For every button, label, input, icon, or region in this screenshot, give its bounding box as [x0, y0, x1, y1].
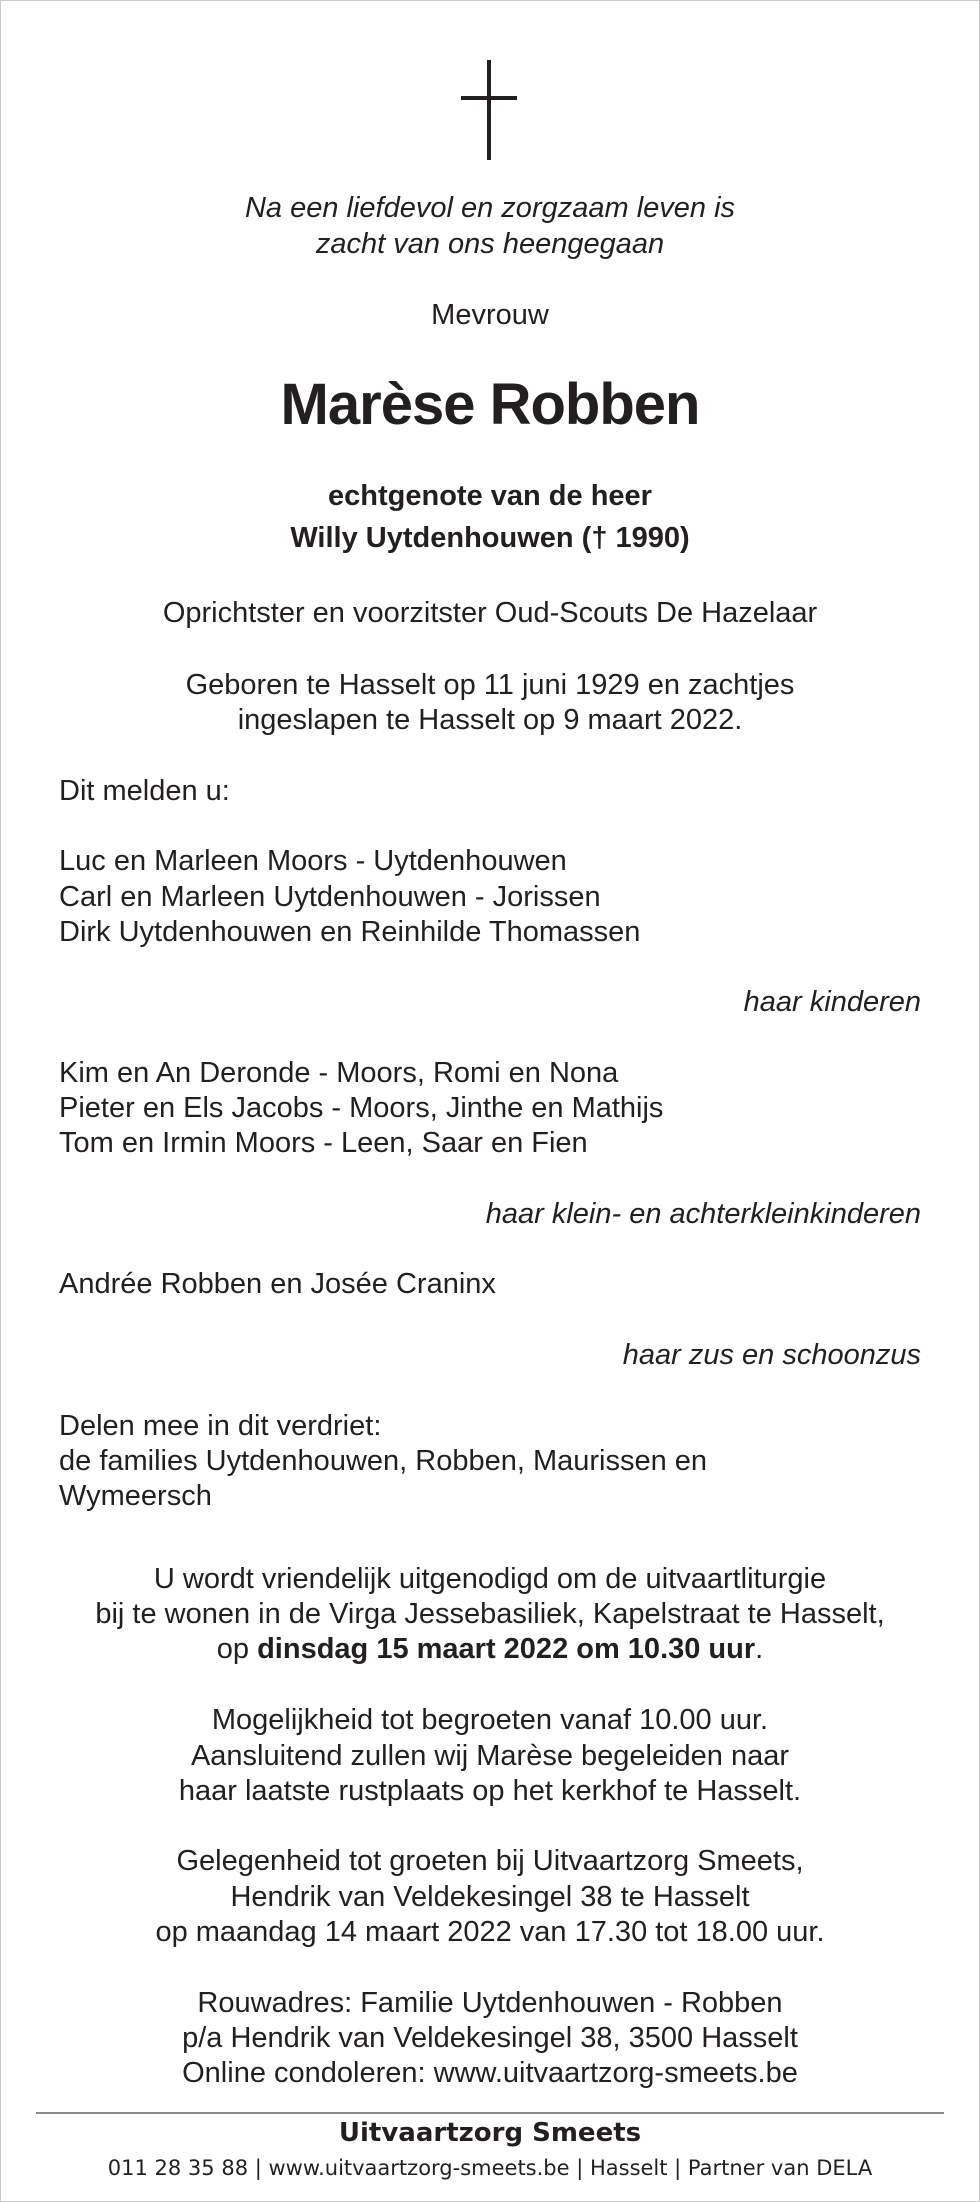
funeral-prefix: op: [216, 1633, 258, 1665]
visitation-line-1: Gelegenheid tot groeten bij Uitvaartzorg Smeets,: [176, 1845, 804, 1877]
list-item: Tom en Irmin Moors - Leen, Saar en Fien: [59, 1127, 588, 1159]
greeting-line-2: Aansluitend zullen wij Marèse begeleiden naar: [190, 1740, 790, 1772]
list-item: Carl en Marleen Uytdenhouwen - Jorissen: [59, 881, 601, 913]
list-item: Andrée Robben en Josée Craninx: [59, 1268, 496, 1300]
list-item: Pieter en Els Jacobs - Moors, Jinthe en Mathijs: [59, 1092, 664, 1124]
sharing-line-3: Wymeersch: [59, 1480, 212, 1512]
list-item: Kim en An Deronde - Moors, Romi en Nona: [59, 1057, 619, 1089]
announced-by: Dit melden u:: [59, 775, 230, 807]
cross-icon: [461, 60, 517, 160]
footer-company: Uitvaartzorg Smeets: [338, 2118, 642, 2148]
birth-death-line-2: ingeslapen te Hasselt op 9 maart 2022.: [237, 704, 743, 736]
children-label: haar kinderen: [743, 986, 921, 1018]
visitation-line-3: op maandag 14 maart 2022 van 17.30 tot 18.00 uur.: [155, 1916, 825, 1948]
funeral-suffix: .: [755, 1633, 764, 1665]
sharing-line-1: Delen mee in dit verdriet:: [59, 1410, 382, 1442]
intro-line-1: Na een liefdevol en zorgzaam leven is: [244, 192, 736, 224]
grandchildren-label: haar klein- en achterkleinkinderen: [485, 1198, 921, 1230]
birth-death-line-1: Geboren te Hasselt op 11 juni 1929 en zachtjes: [185, 669, 795, 701]
address-line-1: Rouwadres: Familie Uytdenhouwen - Robben: [197, 1987, 783, 2019]
list-item: Dirk Uytdenhouwen en Reinhilde Thomassen: [59, 916, 641, 948]
title: Mevrouw: [431, 299, 549, 331]
visitation-line-2: Hendrik van Veldekesingel 38 te Hasselt: [230, 1881, 750, 1913]
greeting-line-1: Mogelijkheid tot begroeten vanaf 10.00 uur.: [211, 1704, 769, 1736]
sister-label: haar zus en schoonzus: [622, 1339, 921, 1371]
intro-line-2: zacht van ons heengegaan: [315, 228, 665, 260]
role: Oprichtster en voorzitster Oud-Scouts De Hazelaar: [162, 597, 818, 629]
funeral-line-2: bij te wonen in de Virga Jessebasiliek, Kapelstraat te Hasselt,: [95, 1598, 885, 1630]
list-item: Luc en Marleen Moors - Uytdenhouwen: [59, 845, 567, 877]
spouse-line-1: echtgenote van de heer: [328, 480, 652, 512]
address-line-2: p/a Hendrik van Veldekesingel 38, 3500 Hasselt: [182, 2022, 798, 2054]
deceased-name: Marèse Robben: [280, 372, 700, 437]
footer-divider: [36, 2112, 944, 2114]
spouse-line-2: Willy Uytdenhouwen († 1990): [290, 522, 690, 554]
footer-contact: 011 28 35 88 | www.uitvaartzorg-smeets.be | Hasselt | Partner van DELA: [107, 2156, 873, 2180]
funeral-date-time: dinsdag 15 maart 2022 om 10.30 uur: [257, 1633, 756, 1665]
sharing-line-2: de families Uytdenhouwen, Robben, Maurissen en: [59, 1445, 708, 1477]
funeral-line-3: [0, 1631, 980, 1667]
funeral-line-1: U wordt vriendelijk uitgenodigd om de uitvaartliturgie: [153, 1563, 827, 1595]
greeting-line-3: haar laatste rustplaats op het kerkhof te Hasselt.: [178, 1775, 802, 1807]
address-line-3: Online condoleren: www.uitvaartzorg-smeets.be: [182, 2057, 798, 2089]
